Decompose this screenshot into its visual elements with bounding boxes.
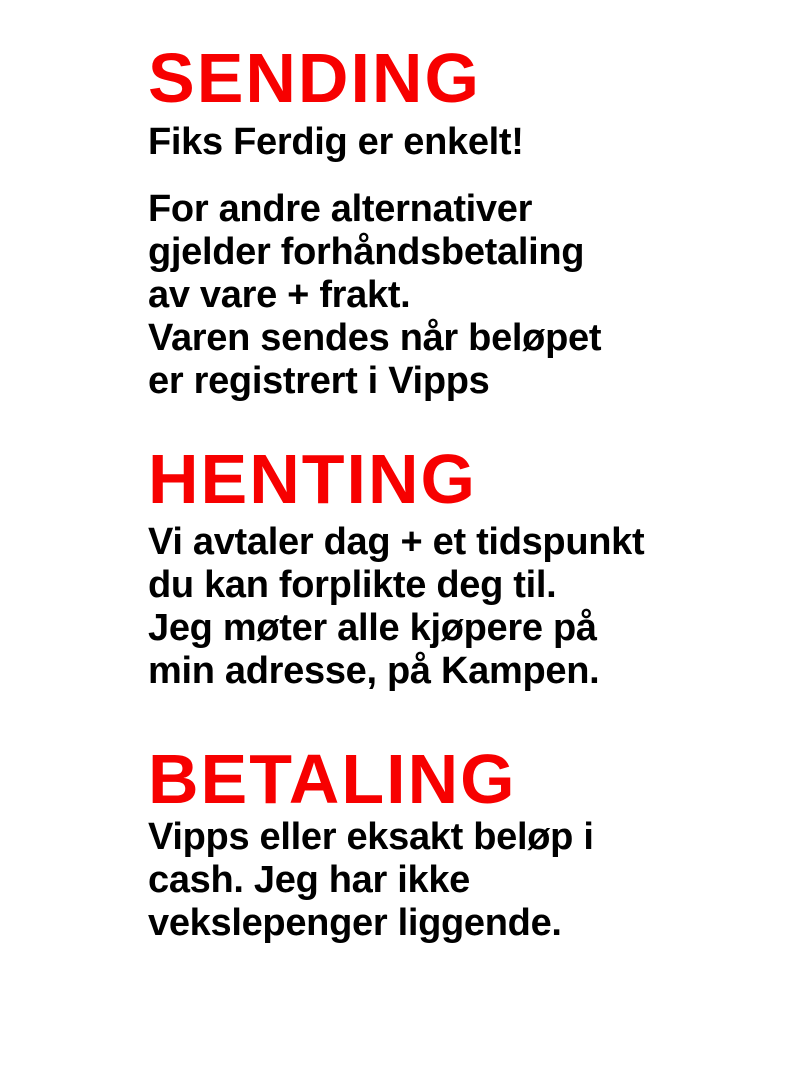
section-sending: [148, 39, 764, 403]
text-line: min adresse, på Kampen.: [148, 650, 600, 692]
text-line: vekslepenger liggende.: [148, 902, 562, 944]
text-line: Varen sendes når beløpet: [148, 317, 602, 359]
text-line: Vi avtaler dag + et tidspunkt: [148, 521, 645, 563]
text-line: Jeg møter alle kjøpere på: [148, 607, 597, 649]
betaling-heading: BETALING: [148, 740, 517, 818]
henting-details-paragraph: [148, 521, 764, 693]
text-line: av vare + frakt.: [148, 274, 411, 316]
section-henting: [148, 440, 764, 693]
henting-heading: HENTING: [148, 440, 477, 518]
text-line: gjelder forhåndsbetaling: [148, 231, 585, 273]
text-line: For andre alternativer: [148, 188, 533, 230]
text-line: er registrert i Vipps: [148, 360, 490, 402]
text-line: Fiks Ferdig er enkelt!: [148, 121, 524, 163]
text-line: Vipps eller eksakt beløp i: [148, 816, 594, 858]
section-betaling: [148, 740, 764, 945]
sending-details-paragraph: [148, 188, 764, 403]
sending-heading: SENDING: [148, 39, 481, 117]
sending-intro-paragraph: [148, 121, 764, 164]
betaling-details-paragraph: [148, 816, 764, 945]
text-line: cash. Jeg har ikke: [148, 859, 471, 901]
text-line: du kan forplikte deg til.: [148, 564, 557, 606]
